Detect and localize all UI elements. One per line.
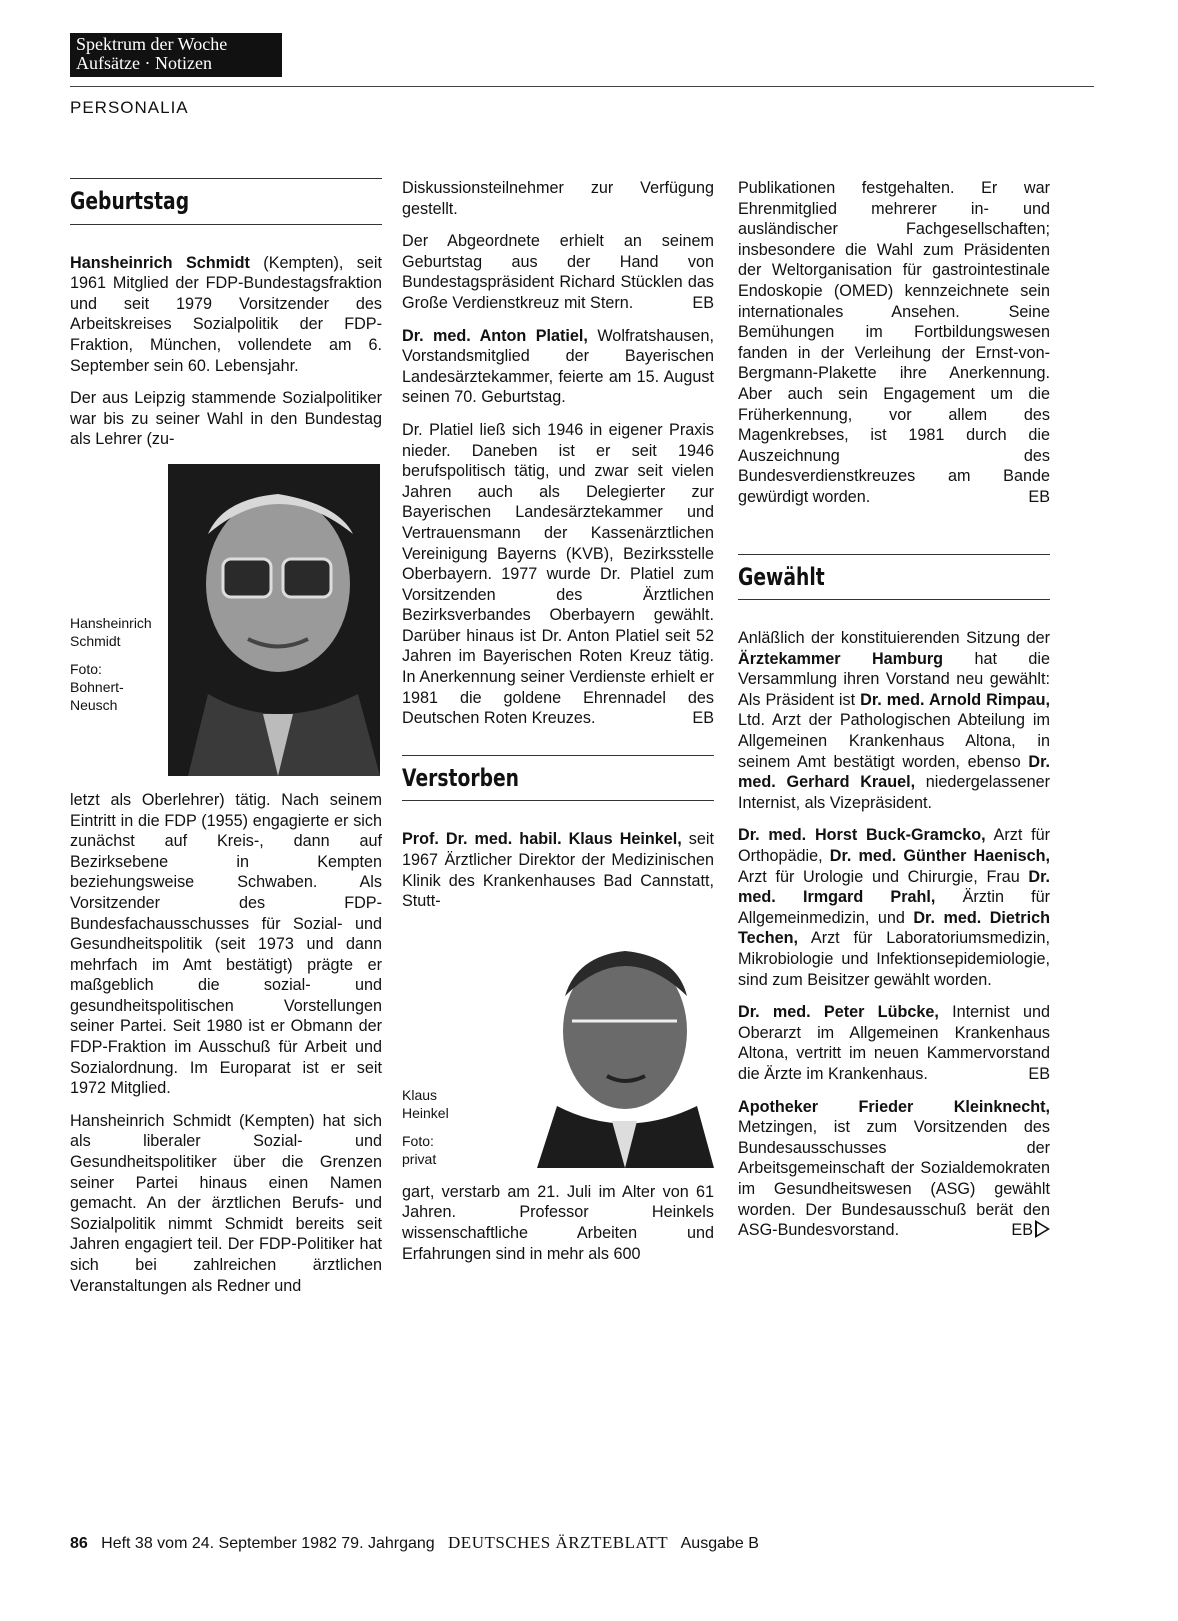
portrait-photo — [537, 926, 714, 1168]
person-name: Apotheker Frieder Kleinknecht, — [738, 1097, 1050, 1116]
issue-info: Heft 38 vom 24. September 1982 79. Jahrgang — [101, 1535, 435, 1552]
portrait-photo — [168, 464, 380, 776]
photo-caption — [402, 1086, 482, 1168]
section-badge — [70, 33, 282, 77]
magazine-title: DEUTSCHES ÄRZTEBLATT — [448, 1533, 669, 1552]
person-name: Dr. med. Peter Lübcke, — [738, 1003, 939, 1022]
portrait-image — [537, 926, 714, 1168]
divider — [402, 800, 714, 801]
author-sign: EB — [692, 293, 714, 312]
edition-label: Ausgabe B — [680, 1535, 759, 1552]
page-footer — [70, 1533, 759, 1553]
heading-verstorben: Verstorben — [402, 763, 519, 792]
divider — [70, 224, 382, 225]
person-name: Dr. med. Anton Platiel, — [402, 326, 588, 345]
article-paragraph: Diskussionsteilnehmer zur Verfügung gestellt. — [402, 179, 714, 218]
caption-credit: Foto: Bohnert-Neusch — [70, 660, 124, 713]
portrait-image — [168, 464, 380, 776]
photo-figure — [70, 464, 382, 776]
person-name: Hansheinrich Schmidt — [70, 253, 250, 272]
badge-line-2: Aufsätze · Notizen — [76, 53, 212, 73]
article-paragraph: Apotheker Frieder Kleinknecht, Metzingen, ist zum Vorsitzenden des Bundesausschusses der Arbeitsgemeinschaft der Sozialdemokraten im Gesundheitswesen (ASG) gewählt worden. Der Bundesausschuß berät den ASG-Bundesvorstand. EB — [738, 1097, 1050, 1240]
article-paragraph: Dr. med. Anton Platiel, Wolfratshausen, Vorstandsmitglied der Bayerischen Landesärztekammer, feierte am 15. August seinen 70. Geburtstag. — [402, 326, 714, 407]
page-number: 86 — [70, 1535, 88, 1552]
article-paragraph: Hansheinrich Schmidt (Kempten), seit 1961 Mitglied der FDP-Bundestagsfraktion und seit 1979 Vorsitzender des Arbeitskreises Sozialpolitik der FDP-Fraktion, München, vollendete am 6. September sein 60. Lebensjahr. — [70, 253, 382, 375]
article-paragraph: Anläßlich der konstituierenden Sitzung der Ärztekammer Hamburg hat die Versammlung ihren Vorstand neu gewählt: Als Präsident ist Dr. med. Arnold Rimpau, Ltd. Arzt der Pathologischen Abteilung im Allgemeinen Krankenhaus Altona, in seinem Amt bestätigt worden, ebenso Dr. med. Gerhard Krauel, niedergelassener Internist, als Vizepräsident. — [738, 629, 1050, 812]
divider — [402, 755, 714, 756]
heading-gewaehlt: Gewählt — [738, 562, 825, 591]
person-name: Prof. Dr. med. habil. Klaus Heinkel, — [402, 830, 682, 849]
article-paragraph: Der aus Leipzig stammende Sozialpolitiker war bis zu seiner Wahl in den Bundestag als Lehrer (zu- — [70, 389, 382, 449]
divider — [70, 178, 382, 179]
author-sign: EB — [1028, 487, 1050, 506]
column-3 — [738, 178, 1050, 1253]
photo-figure — [402, 926, 714, 1168]
article-paragraph: Dr. Platiel ließ sich 1946 in eigener Praxis nieder. Daneben ist er seit 1946 berufspolitisch tätig, und zwar seit vielen Jahren auch als Delegierter zur Bayerischen Landesärztekammer und Vertrauensmann der Kassenärztlichen Vereinigung Bayerns (KVB), Bezirksstelle Oberbayern. 1977 wurde Dr. Platiel zum Vorsitzenden des Ärztlichen Bezirksverbandes Oberbayern gewählt. Darüber hinaus ist Dr. Anton Platiel seit 52 Jahren im Bayerischen Roten Kreuz tätig. In Anerkennung seiner Verdienste erhielt er 1981 die goldene Ehrennadel des Deutschen Roten Kreuzes. EB — [402, 420, 714, 728]
caption-name: Hansheinrich Schmidt — [70, 614, 152, 649]
column-2 — [402, 178, 714, 1276]
continue-arrow-icon — [1035, 1220, 1050, 1238]
article-paragraph: Dr. med. Peter Lübcke, Internist und Oberarzt im Allgemeinen Krankenhaus Altona, vertritt im neuen Kammervorstand die Ärzte im Krankenhaus. EB — [738, 1003, 1050, 1083]
heading-geburtstag: Geburtstag — [70, 187, 190, 215]
caption-credit: Foto: privat — [402, 1132, 437, 1167]
photo-caption — [70, 614, 155, 714]
divider — [738, 554, 1050, 555]
divider — [738, 599, 1050, 600]
badge-line-1: Spektrum der Woche — [76, 34, 228, 54]
header-rule — [70, 86, 1094, 87]
caption-name: Klaus Heinkel — [402, 1086, 449, 1121]
article-paragraph: Der Abgeordnete erhielt an seinem Geburtstag aus der Hand von Bundestagspräsident Richard Stücklen das Große Verdienstkreuz mit Stern. EB — [402, 232, 714, 312]
column-1 — [70, 178, 382, 1308]
article-paragraph: Hansheinrich Schmidt (Kempten) hat sich als liberaler Sozial- und Gesundheitspolitiker über die Grenzen seiner Partei hinaus einen Namen gemacht. An der ärztlichen Berufs- und Sozialpolitik nimmt Schmidt bereits seit Jahren engagiert teil. Der FDP-Politiker hat sich bei zahlreichen ärztlichen Veranstaltungen als Redner und — [70, 1111, 382, 1295]
section-title: PERSONALIA — [70, 98, 189, 117]
author-sign-with-arrow: EB — [1011, 1220, 1050, 1241]
author-sign: EB — [1028, 1064, 1050, 1083]
article-paragraph: gart, verstarb am 21. Juli im Alter von 61 Jahren. Professor Heinkels wissenschaftliche Arbeiten und Erfahrungen sind in mehr als 600 — [402, 1182, 714, 1263]
author-sign: EB — [692, 709, 714, 728]
article-paragraph: Dr. med. Horst Buck-Gramcko, Arzt für Orthopädie, Dr. med. Günther Haenisch, Arzt für Urologie und Chirurgie, Frau Dr. med. Irmgard Prahl, Ärztin für Allgemeinmedizin, und Dr. med. Dietrich Techen, Arzt für Laboratoriumsmedizin, Mikrobiologie und Infektionsepidemiologie, sind zum Beisitzer gewählt worden. — [738, 826, 1051, 989]
article-paragraph: letzt als Oberlehrer) tätig. Nach seinem Eintritt in die FDP (1955) engagierte er sich zunächst auf Kreis-, dann auf Bezirksebene in Kempten beziehungsweise Schwaben. Als Vorsitzender des FDP-Bundesfachausschusses für Sozial- und Gesundheitspolitik (seit 1973 und dann mehrfach im Amt bestätigt) prägte er maßgeblich die sozial- und gesundheitspolitischen Vorstellungen seiner Partei. Seit 1980 ist er Obmann der FDP-Fraktion im Ausschuß für Arbeit und Sozialordnung. Im Europarat ist er seit 1972 Mitglied. — [70, 790, 382, 1098]
article-paragraph: Publikationen festgehalten. Er war Ehrenmitglied mehrerer in- und ausländischer Fachgesellschaften; insbesondere die Wahl zum Präsidenten der Weltorganisation für gastrointestinale Endoskopie (OMED) kennzeichnete sein internationales Ansehen. Seine Bemühungen im Fortbildungswesen fanden in der Verleihung der Ernst-von-Bergmann-Plakette ihre Anerkennung. Aber auch sein Engagement um die Früherkennung, vor allem des Magenkrebses, ist 1981 durch die Auszeichnung des Bundesverdienstkreuzes am Bande gewürdigt worden. EB — [738, 179, 1050, 506]
article-paragraph: Prof. Dr. med. habil. Klaus Heinkel, seit 1967 Ärztlicher Direktor der Medizinischen Klinik des Krankenhauses Bad Cannstatt, Stutt- — [402, 830, 714, 911]
